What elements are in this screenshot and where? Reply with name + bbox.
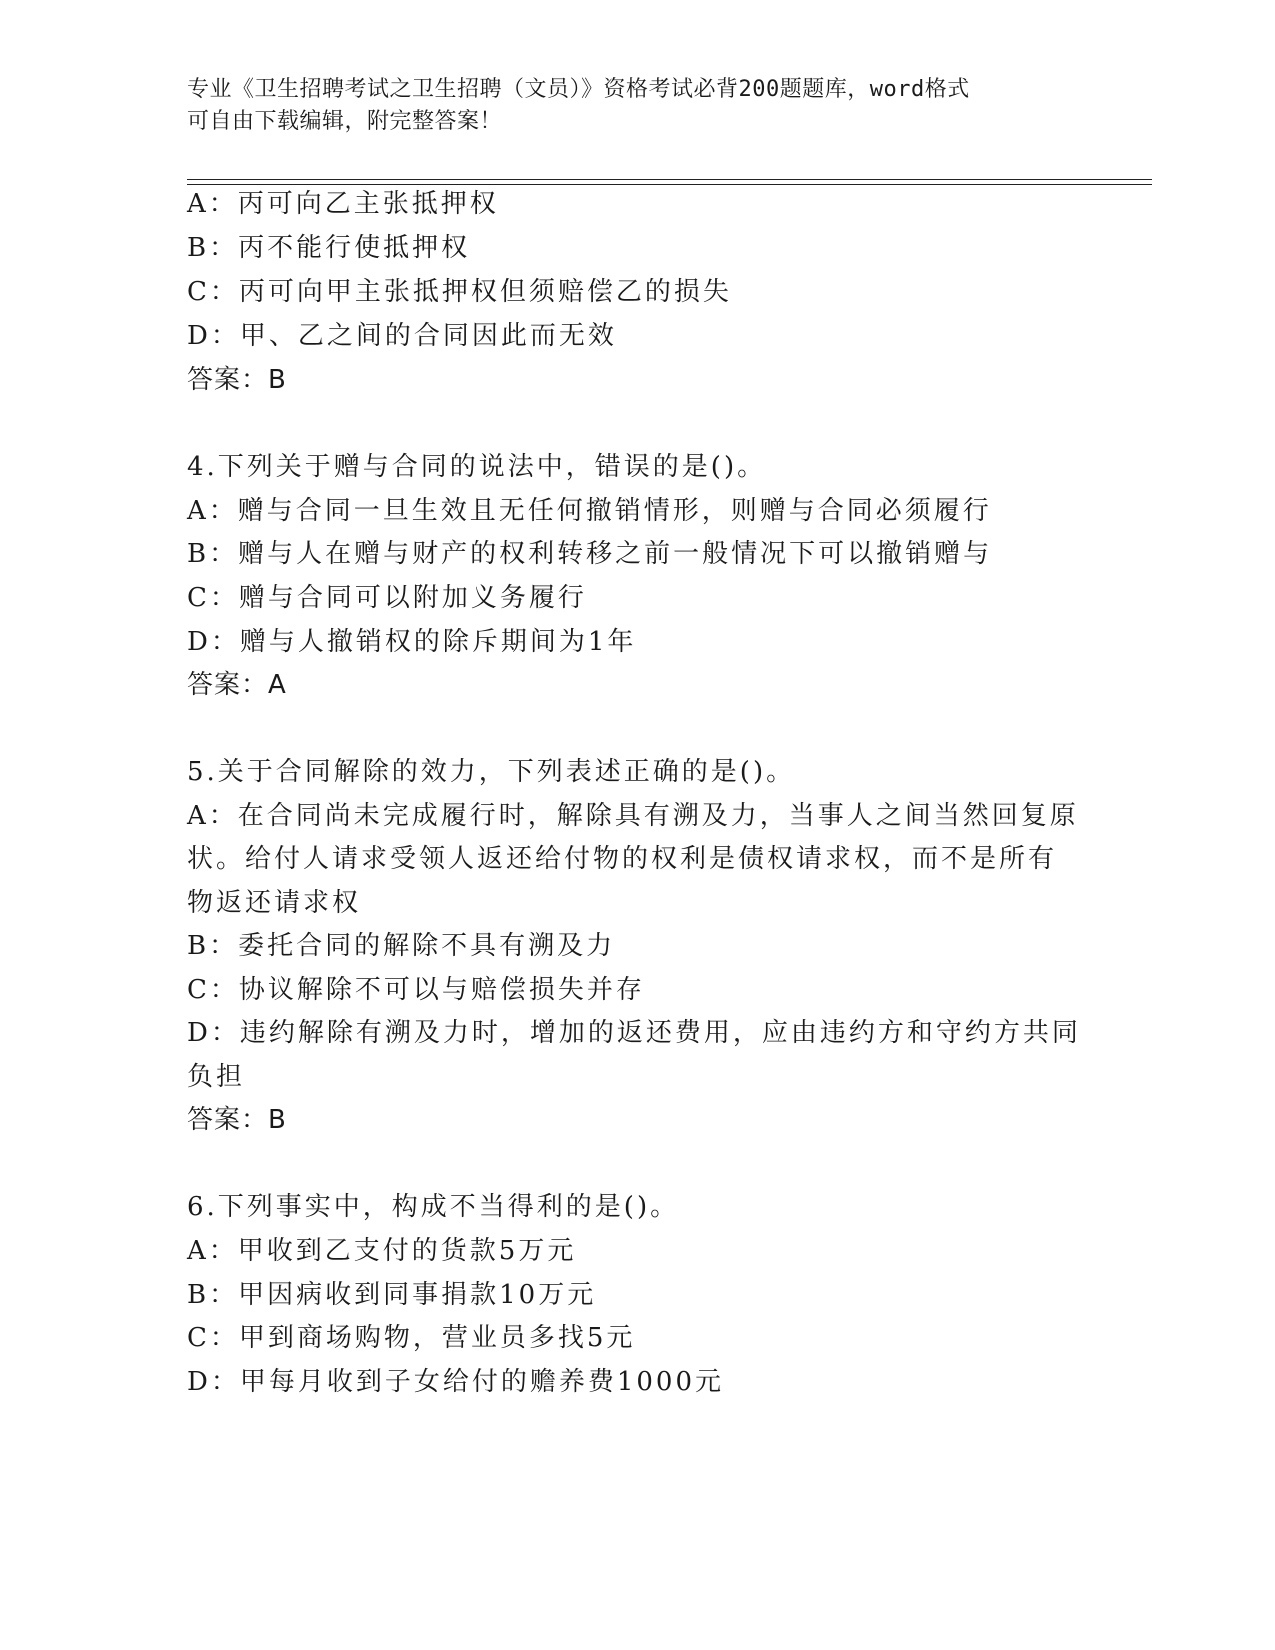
q6-option-a: A：甲收到乙支付的货款5万元 — [187, 1236, 577, 1266]
q3-option-c: C：丙可向甲主张抵押权但须赔偿乙的损失 — [187, 277, 732, 307]
q3-option-b: B：丙不能行使抵押权 — [187, 233, 471, 263]
q5-question: 5.关于合同解除的效力，下列表述正确的是()。 — [187, 757, 796, 787]
q6-option-b: B：甲因病收到同事捐款10万元 — [187, 1280, 597, 1310]
header-line-2: 可自由下载编辑，附完整答案！ — [187, 109, 503, 134]
q3-option-a: A：丙可向乙主张抵押权 — [187, 189, 499, 219]
q6-option-c: C：甲到商场购物，营业员多找5元 — [187, 1323, 636, 1353]
q4-option-a: A：赠与合同一旦生效且无任何撤销情形，则赠与合同必须履行 — [187, 496, 992, 526]
q5-answer: 答案：B — [187, 1105, 287, 1135]
q5-option-a-line-2: 状。给付人请求受领人返还给付物的权利是债权请求权，而不是所有 — [187, 844, 1058, 874]
q5-option-a-line-1: A：在合同尚未完成履行时，解除具有溯及力，当事人之间当然回复原 — [187, 801, 1079, 831]
q5-option-d-line-1: D：违约解除有溯及力时，增加的返还费用，应由违约方和守约方共同 — [187, 1018, 1081, 1048]
q5-option-c: C：协议解除不可以与赔偿损失并存 — [187, 975, 645, 1005]
q3-option-d: D：甲、乙之间的合同因此而无效 — [187, 321, 617, 351]
document-header — [187, 74, 1067, 138]
q4-question: 4.下列关于赠与合同的说法中，错误的是()。 — [187, 452, 767, 482]
q5-option-b: B：委托合同的解除不具有溯及力 — [187, 931, 616, 961]
q6-option-d: D：甲每月收到子女给付的赡养费1000元 — [187, 1367, 725, 1397]
q4-answer: 答案：A — [187, 670, 287, 700]
q5-option-a-line-3: 物返还请求权 — [187, 888, 362, 918]
q6-question: 6.下列事实中，构成不当得利的是()。 — [187, 1192, 680, 1222]
q4-option-c: C：赠与合同可以附加义务履行 — [187, 583, 587, 613]
q5-option-d-line-2: 负担 — [187, 1062, 246, 1092]
header-divider — [187, 179, 1152, 185]
q3-answer: 答案：B — [187, 365, 287, 395]
header-line-1: 专业《卫生招聘考试之卫生招聘（文员）》资格考试必背200题题库，word格式 — [187, 77, 970, 102]
q4-option-b: B：赠与人在赠与财产的权利转移之前一般情况下可以撤销赠与 — [187, 539, 993, 569]
q4-option-d: D：赠与人撤销权的除斥期间为1年 — [187, 627, 637, 657]
